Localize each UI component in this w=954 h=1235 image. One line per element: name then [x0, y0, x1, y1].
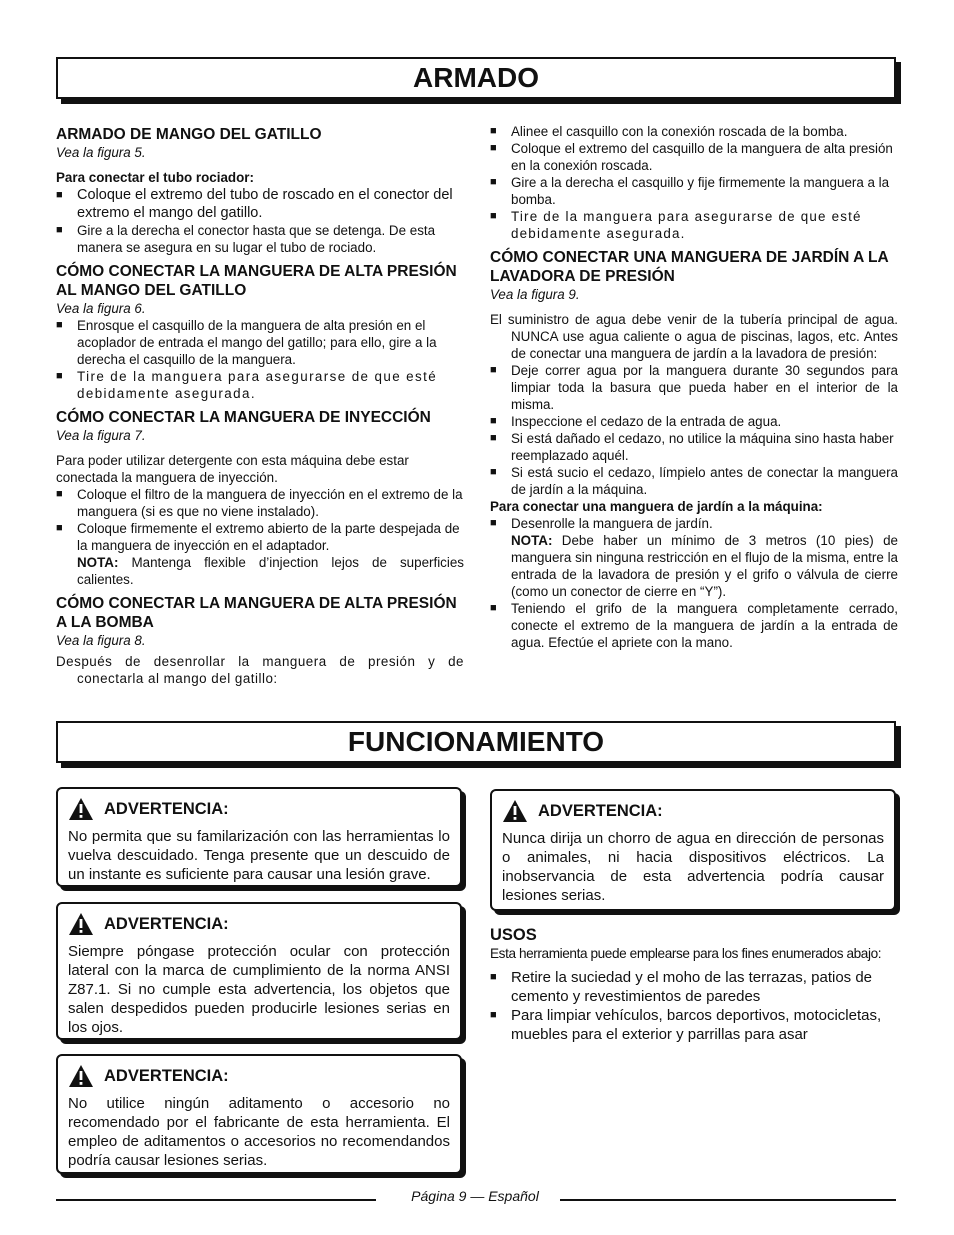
list-item: ■ Retire la suciedad y el moho de las terrazas, patios de cemento y revestimientos de paredes — [490, 968, 900, 1006]
list-item: ■ Gire a la derecha el conector hasta que se detenga. De esta manera se asegura en su lugar el tubo de rociado. — [56, 222, 464, 256]
list-item: ■ Enrosque el casquillo de la manguera de alta presión en el acoplador de entrada el mango del gatillo; para ello, gire a la derecha el casquillo de la manguera. — [56, 317, 464, 368]
figure-ref: Vea la figura 7. — [56, 428, 146, 443]
note-label: NOTA: — [77, 555, 119, 570]
figure-ref: Vea la figura 5. — [56, 145, 146, 160]
usos-section — [490, 926, 900, 1044]
warning-header — [68, 797, 450, 821]
figure-ref: Vea la figura 8. — [56, 633, 146, 648]
list-item: ■ Si está sucio el cedazo, límpielo antes de conectar la manguera de jardín a la máquina. — [490, 464, 898, 498]
figure-ref: Vea la figura 6. — [56, 301, 146, 316]
warning-box — [56, 787, 462, 887]
warning-icon — [68, 1064, 94, 1088]
bullet-list — [490, 600, 898, 651]
bullet-list — [56, 486, 464, 554]
list-item: ■ Teniendo el grifo de la manguera completamente cerrado, conecte el extremo de la manguera de jardín a la entrada de agua. Efectúe el apriete con la mano. — [490, 600, 898, 651]
footer-rule — [56, 1199, 376, 1201]
list-item: ■ Para limpiar vehículos, barcos deportivos, motocicletas, muebles para el exterior y parrillas para asar — [490, 1006, 900, 1044]
warning-heading: ADVERTENCIA: — [104, 1066, 229, 1085]
list-item: ■ Gire a la derecha el casquillo y fije firmemente la manguera a la bomba. — [490, 174, 898, 208]
warning-heading: ADVERTENCIA: — [538, 801, 663, 820]
section-title: CÓMO CONECTAR LA MANGUERA DE ALTA PRESIÓN A LA BOMBA — [56, 595, 457, 631]
section-title: CÓMO CONECTAR UNA MANGUERA DE JARDÍN A LA LAVADORA DE PRESIÓN — [490, 249, 889, 285]
lead-text: El suministro de agua debe venir de la tubería principal de agua. NUNCA use agua caliente o agua de piscinas, lagos, etc. Antes de conectar una manguera de jardín a la lavadora de presión: — [490, 312, 898, 361]
section-title: CÓMO CONECTAR LA MANGUERA DE INYECCIÓN — [56, 409, 431, 426]
funcionamiento-title: FUNCIONAMIENTO — [56, 721, 896, 763]
warning-heading: ADVERTENCIA: — [104, 914, 229, 933]
list-item: ■ Coloque el extremo del casquillo de la manguera de alta presión en la conexión roscada. — [490, 140, 898, 174]
list-item: ■ Tire de la manguera para asegurarse de que esté debidamente asegurada. — [490, 208, 898, 242]
warning-text: No permita que su familarización con las herramientas lo vuelva descuidado. Tenga presente que un descuido de un instante es suficiente para causar una lesión grave. — [68, 828, 450, 883]
bullet-list — [490, 515, 898, 532]
warning-icon — [68, 912, 94, 936]
page-footer: Página 9 — Español — [411, 1188, 539, 1204]
bullet-list — [56, 186, 464, 256]
note — [490, 532, 898, 600]
warning-header — [68, 1064, 450, 1088]
list-item: ■ Coloque el filtro de la manguera de inyección en el extremo de la manguera (si es que no viene instalado). — [56, 486, 464, 520]
note-text: Mantenga flexible d’injection lejos de superficies calientes. — [77, 555, 464, 587]
bullet-list — [490, 362, 898, 498]
armado-left-column — [56, 125, 464, 687]
section-title: ARMADO DE MANGO DEL GATILLO — [56, 126, 322, 143]
list-item: ■ Deje correr agua por la manguera durante 30 segundos para limpiar toda la basura que pueda haber en el interior de la misma. — [490, 362, 898, 413]
note-text: Debe haber un mínimo de 3 metros (10 pies) de manguera sin ninguna restricción en el flujo de la misma, entre la entrada de la lavadora de presión y el grifo o válvula de cierre (como un conector de cierre en “Y”). — [511, 533, 898, 599]
list-item: ■ Si está dañado el cedazo, no utilice la máquina sino hasta haber reemplazado aquél. — [490, 430, 898, 464]
list-item: ■ Tire de la manguera para asegurarse de que esté debidamente asegurada. — [56, 368, 464, 402]
bullet-list — [490, 968, 900, 1044]
lead-text: Esta herramienta puede emplearse para los fines enumerados abajo: — [490, 946, 882, 961]
bullet-list — [56, 317, 464, 402]
warning-text: Siempre póngase protección ocular con protección lateral con la marca de cumplimiento de la norma ANSI Z87.1. Si no cumple esta advertencia, los objetos que salen despedidos pueden producirle lesiones serias en los ojos. — [68, 943, 450, 1036]
warning-header — [68, 912, 450, 936]
warning-icon — [502, 799, 528, 823]
figure-ref: Vea la figura 9. — [490, 287, 580, 302]
warning-header — [502, 799, 884, 823]
warning-text: No utilice ningún aditamento o accesorio no recomendado por el fabricante de esta herramienta. El empleo de aditamentos o accesorios no recomendandos podría causar lesiones serias. — [68, 1095, 450, 1169]
warning-box — [56, 1054, 462, 1174]
list-item: ■ Coloque el extremo del tubo de roscado en el conector del extremo el mango del gatillo. — [56, 186, 464, 222]
warning-icon — [68, 797, 94, 821]
lead-text: Para conectar una manguera de jardín a la máquina: — [490, 499, 823, 514]
lead-text: Para conectar el tubo rociador: — [56, 170, 254, 185]
list-item: ■ Alinee el casquillo con la conexión roscada de la bomba. — [490, 123, 898, 140]
section-title: CÓMO CONECTAR LA MANGUERA DE ALTA PRESIÓN AL MANGO DEL GATILLO — [56, 263, 457, 299]
lead-text: Para poder utilizar detergente con esta máquina debe estar conectada la manguera de inyección. — [56, 453, 409, 485]
section-title: USOS — [490, 926, 537, 944]
footer-rule — [560, 1199, 896, 1201]
bullet-list — [490, 123, 898, 242]
note — [56, 554, 464, 588]
warning-text: Nunca dirija un chorro de agua en dirección de personas o animales, ni hacia dispositivos eléctricos. La inobservancia de esta advertencia podría causar lesiones serias. — [502, 830, 884, 904]
list-item: ■ Desenrolle la manguera de jardín. — [490, 515, 898, 532]
list-item: ■ Inspeccione el cedazo de la entrada de agua. — [490, 413, 898, 430]
warning-box — [56, 902, 462, 1040]
list-item: ■ Coloque firmemente el extremo abierto de la parte despejada de la manguera de inyección en el adaptador. — [56, 520, 464, 554]
warning-heading: ADVERTENCIA: — [104, 799, 229, 818]
armado-right-column — [490, 123, 898, 651]
warning-box — [490, 789, 896, 911]
lead-text: Después de desenrollar la manguera de presión y de conectarla al mango del gatillo: — [56, 654, 464, 686]
armado-title: ARMADO — [56, 57, 896, 99]
note-label: NOTA: — [511, 533, 553, 548]
